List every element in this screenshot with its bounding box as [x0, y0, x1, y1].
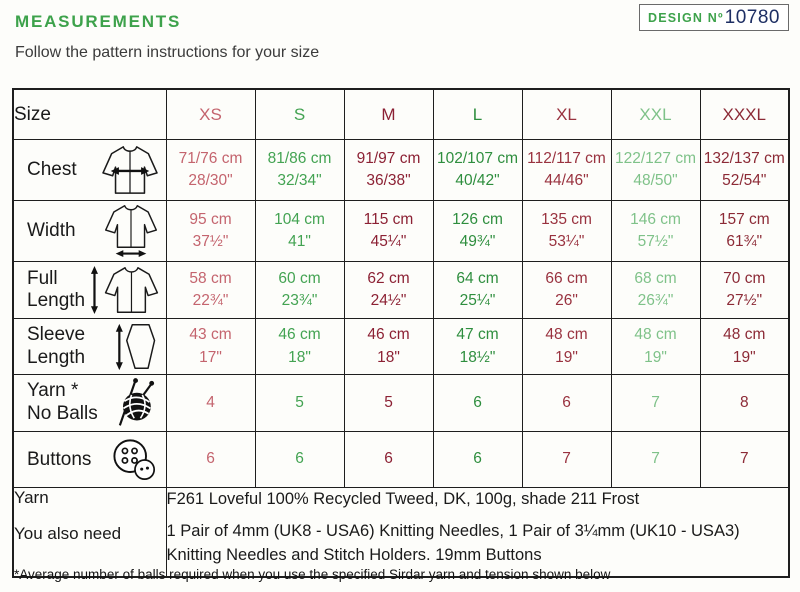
buttons-s: 6: [255, 432, 344, 488]
buttons-m: 6: [344, 432, 433, 488]
sleeve-l: 47 cm 18½": [433, 319, 522, 375]
sleeve-xs: 43 cm 17": [166, 319, 255, 375]
col-header-s: S: [255, 89, 344, 140]
table-row-sleeve-length: [13, 319, 789, 375]
col-header-xs: XS: [166, 89, 255, 140]
balls-s: 5: [255, 375, 344, 432]
page-title: MEASUREMENTS: [15, 12, 182, 31]
buttons-l: 6: [433, 432, 522, 488]
col-header-xxl: XXL: [611, 89, 700, 140]
row-label-width: [13, 201, 166, 262]
balls-l: 6: [433, 375, 522, 432]
sleeve-xxxl: 48 cm 19": [700, 319, 789, 375]
row-label-text: Chest: [27, 159, 77, 181]
width-l: 126 cm 49¾": [433, 201, 522, 262]
buttons-xxxl: 7: [700, 432, 789, 488]
col-header-m: M: [344, 89, 433, 140]
table-row-width: [13, 201, 789, 262]
sweater-length-arrow-icon: [88, 264, 162, 316]
sleeve-s: 46 cm 18": [255, 319, 344, 375]
table-row-buttons: [13, 432, 789, 488]
buttons-xxl: 7: [611, 432, 700, 488]
width-xl: 135 cm 53¼": [522, 201, 611, 262]
row-label-buttons: [13, 432, 166, 488]
you-also-need-label: You also need: [14, 524, 122, 543]
width-m: 115 cm 45¼": [344, 201, 433, 262]
row-label-text: Width: [27, 220, 76, 242]
sleeve-m: 46 cm 18": [344, 319, 433, 375]
table-row-chest: [13, 140, 789, 201]
row-label-text: Buttons: [27, 448, 92, 470]
chest-xxl: 122/127 cm 48/50": [611, 140, 700, 201]
measurements-table: [12, 88, 790, 578]
full-length-xs: 58 cm 22¾": [166, 262, 255, 319]
average-balls-footnote: *Average number of balls required when you use the specified Sirdar yarn and tension shown below: [14, 567, 611, 582]
row-label-text: Full Length: [27, 268, 86, 311]
size-header-cell: Size: [13, 89, 166, 140]
yarn-description: F261 Loveful 100% Recycled Tweed, DK, 100g, shade 211 Frost: [166, 490, 640, 508]
design-label: DESIGN Nº: [648, 10, 724, 25]
chest-m: 91/97 cm 36/38": [344, 140, 433, 201]
sleeve-xxl: 48 cm 19": [611, 319, 700, 375]
width-xxxl: 157 cm 61¾": [700, 201, 789, 262]
full-length-xl: 66 cm 26": [522, 262, 611, 319]
chest-xl: 112/117 cm 44/46": [522, 140, 611, 201]
balls-xxl: 7: [611, 375, 700, 432]
sleeve-arrow-icon: [111, 322, 161, 372]
table-header-row: [13, 89, 789, 140]
design-number-box: [639, 4, 789, 31]
balls-xxxl: 8: [700, 375, 789, 432]
buttons-xl: 7: [522, 432, 611, 488]
chest-xs: 71/76 cm 28/30": [166, 140, 255, 201]
sweater-chest-arrow-icon: [99, 143, 161, 197]
yarn-ball-icon: [111, 377, 161, 429]
yarn-info-text: [166, 488, 789, 578]
balls-m: 5: [344, 375, 433, 432]
col-header-xxxl: XXXL: [700, 89, 789, 140]
table-row-full-length: [13, 262, 789, 319]
table-row-yarn-balls: [13, 375, 789, 432]
row-label-full-length: [13, 262, 166, 319]
buttons-xs: 6: [166, 432, 255, 488]
row-label-text: Yarn * No Balls: [27, 380, 98, 424]
chest-s: 81/86 cm 32/34": [255, 140, 344, 201]
full-length-s: 60 cm 23¾": [255, 262, 344, 319]
row-label-sleeve-length: [13, 319, 166, 375]
yarn-label: Yarn: [14, 488, 49, 507]
balls-xs: 4: [166, 375, 255, 432]
buttons-icon: [109, 437, 161, 483]
design-number: 10780: [724, 6, 780, 28]
full-length-xxl: 68 cm 26¾": [611, 262, 700, 319]
sweater-width-arrow-icon: [101, 203, 161, 259]
full-length-xxxl: 70 cm 27½": [700, 262, 789, 319]
full-length-m: 62 cm 24½": [344, 262, 433, 319]
sleeve-xl: 48 cm 19": [522, 319, 611, 375]
balls-xl: 6: [522, 375, 611, 432]
width-s: 104 cm 41": [255, 201, 344, 262]
table-row-yarn-info: [13, 488, 789, 578]
yarn-info-labels: [13, 488, 166, 578]
row-label-chest: [13, 140, 166, 201]
col-header-xl: XL: [522, 89, 611, 140]
chest-xxxl: 132/137 cm 52/54": [700, 140, 789, 201]
row-label-yarn-balls: [13, 375, 166, 432]
row-label-text: Sleeve Length: [27, 323, 86, 368]
page-subtitle: Follow the pattern instructions for your size: [15, 44, 320, 61]
full-length-l: 64 cm 25¼": [433, 262, 522, 319]
width-xs: 95 cm 37½": [166, 201, 255, 262]
width-xxl: 146 cm 57½": [611, 201, 700, 262]
also-need-description: 1 Pair of 4mm (UK8 - USA6) Knitting Needles, 1 Pair of 3¼mm (UK10 - USA3) Knitting Needles and Stitch Holders. 19mm Buttons: [166, 521, 740, 564]
col-header-l: L: [433, 89, 522, 140]
chest-l: 102/107 cm 40/42": [433, 140, 522, 201]
